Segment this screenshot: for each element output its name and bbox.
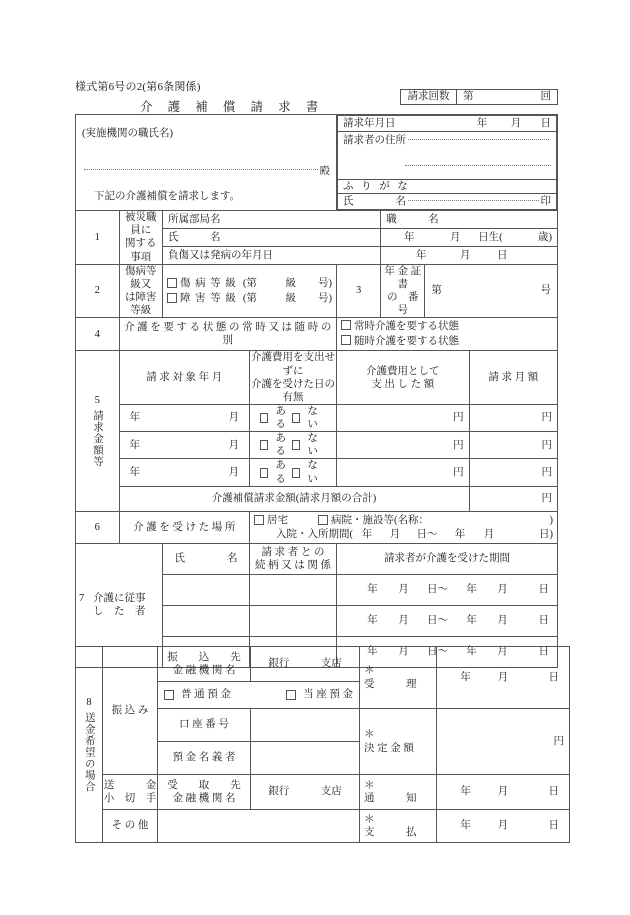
section7-row1-to-year: 年 — [466, 615, 477, 627]
section5-row1-year: 年 — [129, 439, 140, 451]
section8-label — [76, 647, 103, 843]
section7-period-cell[interactable] — [337, 605, 558, 636]
section6-to-year: 年 — [454, 528, 466, 540]
section2-options[interactable] — [163, 264, 337, 318]
birth-age-suffix: 歳) — [538, 231, 552, 243]
claim-count-field[interactable] — [457, 90, 558, 105]
injury-date-cell[interactable] — [381, 246, 558, 264]
section5-row2-year: 年 — [129, 466, 140, 478]
section5-monthly-cell[interactable]: 円 — [469, 404, 557, 431]
section5-data-row — [76, 459, 558, 486]
section7-number: 7 — [79, 593, 85, 605]
section2-row2-text: 障 害 等 級 — [180, 292, 237, 304]
section7-row2-from-month: 月 — [398, 646, 409, 658]
official-amount-label — [360, 709, 437, 775]
section7-label-line1: 介護に従事 — [93, 593, 146, 605]
section3-label — [381, 264, 430, 318]
official-notice-date[interactable] — [437, 775, 570, 810]
claimant-address-label: 請求者の住所 — [343, 135, 406, 146]
section7-row2-from-year: 年 — [367, 646, 378, 658]
official-payment-month: 月 — [497, 820, 509, 832]
section5-total-row — [76, 486, 558, 511]
official-receipt-date[interactable] — [437, 647, 570, 709]
checkbox-icon[interactable] — [167, 278, 177, 288]
section2-row2-paren: (第 — [242, 292, 257, 304]
claim-count-unit: 回 — [540, 91, 551, 103]
checkbox-icon[interactable] — [260, 468, 268, 478]
section2-option-injury[interactable] — [167, 277, 332, 290]
furigana-row — [338, 180, 557, 194]
section7-row2-to-year: 年 — [466, 646, 477, 658]
section5-period-cell[interactable] — [119, 459, 250, 486]
section2-number: 2 — [76, 264, 120, 318]
injury-month: 月 — [459, 249, 471, 261]
agency-label: (実施機関の職氏名) — [82, 128, 173, 140]
birth-year: 年 — [403, 231, 415, 243]
section2-row1-text: 傷 病 等 級 — [180, 277, 237, 289]
section7-name-cell[interactable] — [163, 574, 250, 605]
checkbox-icon[interactable] — [254, 515, 264, 525]
section6-label: 介 護 を 受 け た 場 所 — [119, 511, 250, 543]
section5-col-nospend-line1: 介護費用を支出せずに — [251, 352, 335, 377]
bank-name-label-line2: 金 融 機 関 名 — [172, 665, 236, 676]
injury-year: 年 — [415, 249, 427, 261]
section4-options[interactable] — [337, 318, 558, 351]
header-row — [76, 115, 558, 211]
section5-nospend-cell[interactable] — [250, 404, 337, 431]
section2-label-line1: 傷病等級又 — [125, 265, 157, 290]
section7-label-line2: し た 者 — [93, 606, 146, 618]
section7-row1-to-month: 月 — [497, 615, 508, 627]
receiver-bank-line1: 受 取 先 — [167, 779, 241, 791]
section7-header-row — [76, 543, 558, 574]
claimant-name-label: 氏 名 — [343, 196, 406, 208]
section7-row0-to-year: 年 — [466, 584, 477, 596]
account-number-field[interactable] — [251, 709, 360, 742]
section1-label — [119, 211, 163, 265]
furigana-label: ふ り が な — [343, 181, 411, 192]
section7-col-relation — [250, 543, 337, 574]
section5-total-value[interactable]: 円 — [469, 486, 557, 511]
section6-option-hospital-close: ) — [549, 514, 553, 526]
official-notice-text: 通 知 — [364, 793, 417, 804]
birth-date-cell[interactable] — [381, 228, 558, 246]
section6-stay-label: 入院・入所期間( — [276, 528, 353, 540]
checkbox-icon[interactable] — [292, 440, 300, 450]
section6-option-hospital: 病院・施設等(名称： — [331, 514, 429, 526]
section8-number: 8 — [86, 697, 92, 709]
seal-label: 印 — [540, 196, 551, 208]
section6-to-day: 日) — [539, 528, 553, 540]
section7-row2-to-day: 日 — [538, 646, 549, 658]
dono-label: 殿 — [319, 165, 330, 177]
section2-row1-paren: (第 — [242, 277, 257, 289]
section2-row2-number: 号) — [318, 292, 332, 304]
remit-check-row — [76, 775, 570, 810]
section2-option-disability[interactable] — [167, 292, 332, 305]
claimant-name-row[interactable] — [338, 194, 557, 210]
claim-date-year: 年 — [476, 117, 488, 129]
section5-monthly-cell[interactable]: 円 — [469, 459, 557, 486]
section4-label: 介 護 を 要 す る 状 態 の 常 時 又 は 随 時 の 別 — [119, 318, 337, 351]
section5-period-cell[interactable] — [119, 432, 250, 459]
dept-label[interactable]: 所属部局名 — [163, 211, 381, 229]
section7-row0-from-month: 月 — [398, 584, 409, 596]
official-amount-mark: ＊ — [364, 729, 375, 741]
checkbox-icon[interactable] — [286, 690, 296, 700]
account-holder-label: 預 金 名 義 者 — [158, 742, 251, 775]
official-receipt-year: 年 — [460, 671, 471, 683]
section6-from-month: 月 — [389, 528, 401, 540]
section6-number: 6 — [76, 511, 120, 543]
claim-date-row[interactable] — [338, 116, 557, 132]
section5-col-nospend — [250, 351, 337, 405]
section7-relation-cell[interactable] — [250, 605, 337, 636]
official-notice-day: 日 — [548, 786, 559, 798]
section5-vertical-label: 請求金額等 — [92, 410, 104, 468]
section5-data-row — [76, 404, 558, 431]
official-notice-mark: ＊ — [364, 779, 375, 791]
checkbox-icon[interactable] — [260, 440, 268, 450]
section5-spent-cell[interactable]: 円 — [337, 404, 470, 431]
section7-col-name: 氏 名 — [163, 543, 250, 574]
remit-other-row — [76, 810, 570, 843]
claimant-address-cell[interactable] — [338, 132, 557, 180]
section6-options[interactable] — [250, 511, 558, 543]
section3-value-cell[interactable] — [425, 264, 558, 318]
section7-row2-to-month: 月 — [497, 646, 508, 658]
section3-label-line1: 年 金 証 書 — [384, 265, 422, 290]
injury-day: 日 — [496, 249, 508, 261]
section6-place-options[interactable] — [254, 514, 553, 527]
section2-row1-number: 号) — [318, 277, 332, 289]
section5-label — [76, 351, 120, 511]
section5-col-amount-line1: 介護費用として — [366, 365, 440, 377]
section1-label-line2: 関する事項 — [125, 238, 157, 263]
checkbox-icon[interactable] — [341, 335, 351, 345]
section6-stay-period[interactable] — [254, 528, 553, 541]
remittance-table — [75, 646, 570, 843]
official-notice-month: 月 — [497, 786, 509, 798]
section7-row1-from-year: 年 — [367, 615, 378, 627]
section7-row2-from-day: 日～ — [427, 646, 449, 658]
official-notice-year: 年 — [460, 786, 471, 798]
official-payment-text: 支 払 — [364, 827, 417, 838]
page-title: 介 護 補 償 請 求 書 — [140, 100, 325, 114]
birth-day-suffix: 日生( — [478, 231, 503, 243]
account-number-label: 口 座 番 号 — [158, 709, 251, 742]
checkbox-icon[interactable] — [292, 468, 300, 478]
section5-col-period: 請 求 対 象 年 月 — [119, 351, 250, 405]
receiver-bank-label — [158, 775, 251, 810]
section7-row0-from-year: 年 — [367, 584, 378, 596]
checkbox-icon[interactable] — [167, 293, 177, 303]
check-label — [103, 775, 158, 810]
section5-row2-month: 月 — [228, 466, 239, 478]
section5-data-row — [76, 432, 558, 459]
section7-relation-cell[interactable] — [250, 574, 337, 605]
account-type-options[interactable] — [158, 682, 360, 709]
section5-row0-year: 年 — [129, 412, 140, 424]
claim-count-label: 請求回数 — [401, 90, 457, 105]
official-amount-text: 決 定 金 額 — [364, 742, 414, 754]
main-form-table — [75, 114, 558, 668]
checkbox-icon[interactable] — [164, 690, 174, 700]
section1-number: 1 — [76, 211, 120, 265]
section7-row1-from-month: 月 — [398, 615, 409, 627]
section5-nospend-cell[interactable] — [250, 459, 337, 486]
section5-header-row — [76, 351, 558, 405]
claim-date-label: 請求年月日 — [343, 117, 396, 129]
section5-spent-cell[interactable]: 円 — [337, 459, 470, 486]
other-field[interactable] — [158, 810, 360, 843]
checkbox-icon[interactable] — [341, 320, 351, 330]
section6-to-month: 月 — [483, 528, 495, 540]
section7-row1-from-day: 日～ — [427, 615, 449, 627]
checkbox-icon[interactable] — [292, 413, 300, 423]
section5-col-amount — [337, 351, 470, 405]
section8-vertical-label: 送金希望の場合 — [83, 712, 95, 793]
section5-col-amount-line2: 支 出 し た 額 — [371, 378, 435, 390]
claimant-cell — [337, 115, 558, 211]
claim-count-value: 第 — [463, 91, 474, 103]
section4-row — [76, 318, 558, 351]
official-payment-label — [360, 810, 437, 843]
section5-row2-no: ない — [307, 460, 318, 485]
section5-number: 5 — [94, 395, 100, 407]
receiver-bank-line2: 金 融 機 関 名 — [172, 793, 236, 804]
section1-row1 — [76, 211, 558, 229]
section6-option-home: 居宅 — [267, 514, 288, 526]
employee-name-label[interactable]: 氏 名 — [163, 228, 381, 246]
pension-cert-suffix: 号 — [540, 285, 551, 297]
section7-col-relation-line2: 続 柄 又 は 関 係 — [254, 559, 332, 571]
claim-count-box — [400, 89, 558, 105]
section5-total-label: 介護補償請求金額(請求月額の合計) — [119, 486, 469, 511]
section5-row1-yes: ある — [275, 433, 286, 458]
section5-row0-month: 月 — [228, 412, 239, 424]
receiver-bank-field[interactable]: 銀行 支店 — [251, 775, 360, 810]
check-label-line1: 送 金 — [103, 779, 157, 791]
section6-from-year: 年 — [361, 528, 373, 540]
account-type-current: 当 座 預 金 — [303, 689, 353, 701]
transfer-label: 振 込 み — [103, 647, 158, 775]
section7-period-cell[interactable] — [337, 574, 558, 605]
section5-row1-month: 月 — [228, 439, 239, 451]
agency-cell[interactable] — [76, 115, 337, 211]
section3-number: 3 — [337, 264, 381, 318]
other-label: そ の 他 — [103, 810, 158, 843]
birth-month: 月 — [449, 231, 461, 243]
official-amount-value[interactable]: 円 — [437, 709, 570, 775]
job-title-label[interactable]: 職 名 — [381, 211, 558, 229]
section4-option-constant[interactable] — [341, 320, 553, 333]
section5-col-nospend-line2: 介護を受けた日の有無 — [251, 378, 335, 403]
pension-cert-prefix: 第 — [431, 285, 442, 297]
section4-number: 4 — [76, 318, 120, 351]
official-payment-mark: ＊ — [364, 813, 375, 825]
check-label-line2: 小 切 手 — [103, 793, 157, 804]
section2-row1-grade: 級 — [285, 277, 296, 289]
section5-spent-cell[interactable]: 円 — [337, 432, 470, 459]
bank-name-label — [158, 647, 251, 682]
section7-col-period: 請求者が介護を受けた期間 — [337, 543, 558, 574]
official-notice-label — [360, 775, 437, 810]
section5-col-monthly: 請 求 月 額 — [469, 351, 557, 405]
section7-col-relation-line1: 請 求 者 と の — [261, 546, 325, 558]
section2-label-line2: は障害等級 — [125, 291, 157, 316]
section7-name-cell[interactable] — [163, 605, 250, 636]
official-receipt-month: 月 — [497, 671, 509, 683]
section4-option-occasional[interactable] — [341, 335, 553, 348]
section5-monthly-cell[interactable]: 円 — [469, 432, 557, 459]
official-payment-day: 日 — [548, 820, 559, 832]
section5-row2-yes: ある — [275, 460, 286, 485]
official-receipt-text: 受 理 — [364, 678, 417, 690]
section2-label — [119, 264, 163, 318]
remit-bank-row — [76, 647, 570, 682]
section7-row0-from-day: 日～ — [427, 584, 449, 596]
section7-row1-to-day: 日 — [538, 615, 549, 627]
section5-row0-no: ない — [307, 405, 318, 430]
section7-row0-to-month: 月 — [497, 584, 508, 596]
section3-label-line2: の 番 号 — [387, 291, 430, 316]
official-receipt-day: 日 — [548, 671, 559, 683]
official-payment-year: 年 — [460, 820, 471, 832]
bank-name-field[interactable]: 銀行 支店 — [251, 647, 360, 682]
checkbox-icon[interactable] — [318, 515, 328, 525]
account-holder-field[interactable] — [251, 742, 360, 775]
official-receipt-mark: ＊ — [364, 665, 375, 677]
section4-option2-label: 随時介護を要する状態 — [354, 336, 459, 348]
request-sentence: 下記の介護補償を請求します。 — [94, 190, 241, 202]
section1-label-line1: 被災職員に — [125, 212, 157, 237]
claim-date-month: 月 — [510, 117, 522, 129]
section5-row1-no: ない — [307, 433, 318, 458]
bank-name-label-line1: 振 込 先 — [167, 651, 241, 663]
section2-row2-grade: 級 — [285, 292, 296, 304]
section6-from-day: 日～ — [416, 528, 438, 540]
form-number: 様式第6号の2(第6条関係) — [75, 81, 201, 93]
section5-nospend-cell[interactable] — [250, 432, 337, 459]
injury-date-label: 負傷又は発病の年月日 — [163, 246, 381, 264]
account-type-ordinary: 普 通 預 金 — [181, 689, 231, 701]
section5-period-cell[interactable] — [119, 404, 250, 431]
section4-option1-label: 常時介護を要する状態 — [354, 321, 459, 333]
section7-row0-to-day: 日 — [538, 584, 549, 596]
claim-date-day: 日 — [540, 117, 551, 129]
official-payment-date[interactable] — [437, 810, 570, 843]
section5-row0-yes: ある — [275, 405, 286, 430]
checkbox-icon[interactable] — [260, 413, 268, 423]
official-receipt-label — [360, 647, 437, 709]
section6-row — [76, 511, 558, 543]
